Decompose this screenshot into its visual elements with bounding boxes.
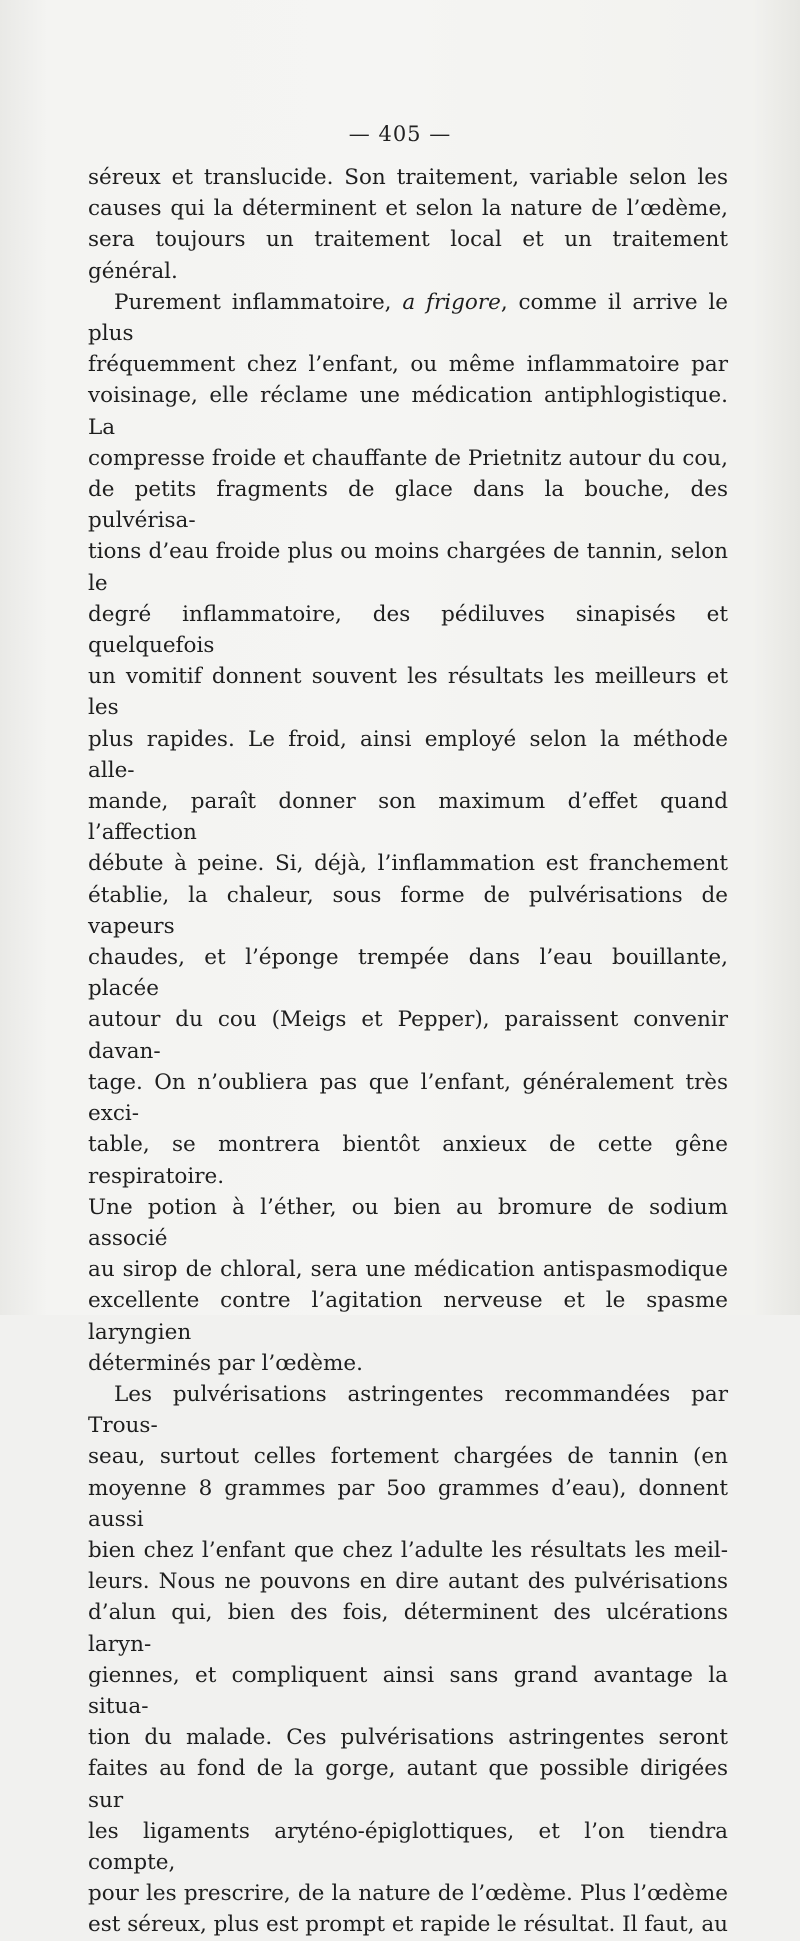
text-line: sera toujours un traitement local et un traitement général. [88,227,728,284]
text-line: les ligaments aryténo-épiglottiques, et l’on tiendra compte, [88,1818,728,1875]
text-line: établie, la chaleur, sous forme de pulvérisations de vapeurs [88,882,728,939]
text-line [88,287,728,349]
text-line: Les pulvérisations astringentes recommandées par Trous- [88,1381,728,1439]
text-line: est séreux, plus est prompt et rapide le résultat. Il faut, au [88,1912,728,1938]
text-line: faites au fond de la gorge, autant que possible dirigées sur [88,1756,728,1813]
text-line: seau, surtout celles fortement chargées de tannin (en [88,1444,728,1470]
text-line: débute à peine. Si, déjà, l’inflammation est franchement [88,851,728,877]
text-line: déterminés par l’œdème. [88,1350,363,1376]
text-line: au sirop de chloral, sera une médication antispasmodique [88,1257,728,1283]
text-line: un vomitif donnent souvent les résultats les meilleurs et les [88,664,728,721]
text-line: moyenne 8 grammes par 5oo grammes d’eau), donnent aussi [88,1475,728,1532]
text-line: leurs. Nous ne pouvons en dire autant des pulvérisations [88,1569,728,1595]
text-line: chaudes, et l’éponge trempée dans l’eau bouillante, placée [88,945,728,1002]
text-line: tage. On n’oubliera pas que l’enfant, généralement très exci- [88,1069,728,1127]
text-line: tion du malade. Ces pulvérisations astringentes seront [88,1725,728,1751]
text-line: Une potion à l’éther, ou bien au bromure de sodium associé [88,1194,728,1251]
text-line: autour du cou (Meigs et Pepper), paraissent convenir davan- [88,1007,728,1064]
text-line: degré inflammatoire, des pédiluves sinapisés et quelquefois [88,601,728,659]
text-line: causes qui la déterminent et selon la nature de l’œdème, [88,196,728,222]
italic-phrase: a frigore [402,289,501,315]
text-line: voisinage, elle réclame une médication antiphlogistique. La [88,383,728,440]
text-line: compresse froide et chauffante de Prietnitz autour du cou, [88,445,728,471]
text-line: plus rapides. Le froid, ainsi employé selon la méthode alle- [88,726,728,783]
text-line: séreux et translucide. Son traitement, variable selon les [88,165,728,190]
text-line: table, se montrera bientôt anxieux de cette gêne respiratoire. [88,1132,728,1189]
text-line: pour les prescrire, de la nature de l’œdème. Plus l’œdème [88,1881,728,1907]
page-number: — 405 — [348,122,452,146]
text-line: d’alun qui, bien des fois, déterminent des ulcérations laryn- [88,1600,728,1657]
text-line: bien chez l’enfant que chez l’adulte les résultats les meil- [88,1537,728,1563]
body-text [88,162,728,1941]
text-run: Purement inflammatoire, [114,289,403,315]
text-line: giennes, et compliquent ainsi sans grand avantage la situa- [88,1662,728,1719]
text-line: de petits fragments de glace dans la bouche, des pulvérisa- [88,477,728,534]
text-line: fréquemment chez l’enfant, ou même inflammatoire par [88,352,728,378]
text-run: , comme il arrive le plus [88,289,728,347]
text-line: mande, paraît donner son maximum d’effet quand l’affection [88,789,728,846]
text-line: excellente contre l’agitation nerveuse et le spasme laryngien [88,1288,728,1345]
text-line: tions d’eau froide plus ou moins chargées de tannin, selon le [88,539,728,596]
